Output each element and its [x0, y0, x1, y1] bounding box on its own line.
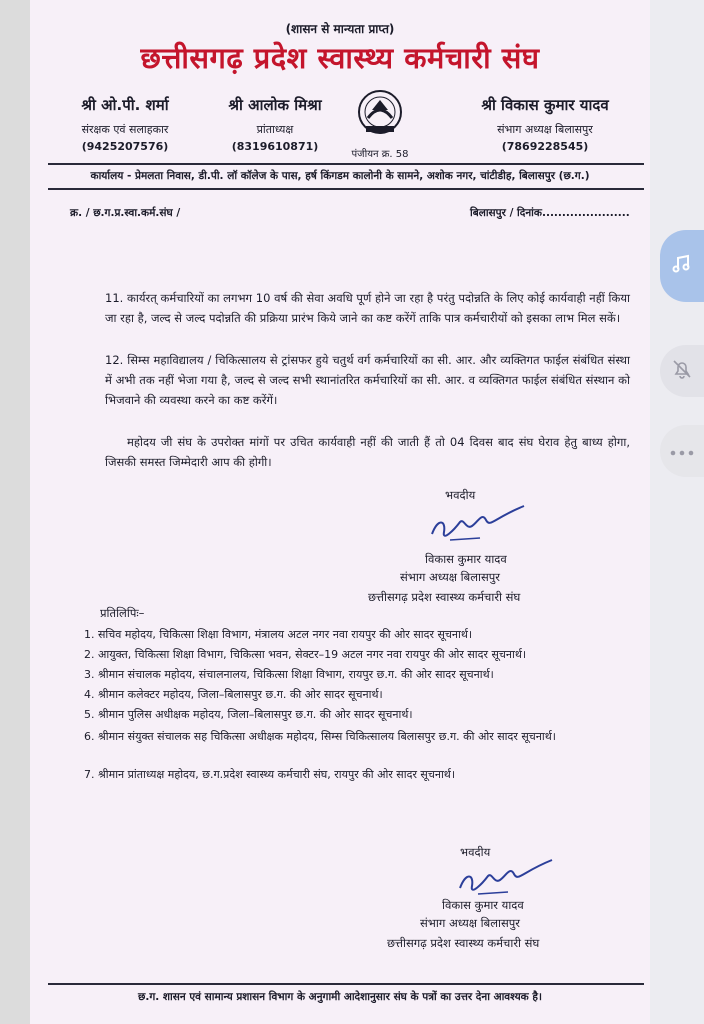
- header-divider-top: [48, 163, 644, 165]
- copy-recipient: 2. आयुक्त, चिकित्सा शिक्षा विभाग, चिकित्सा भवन, सेक्टर–19 अटल नगर नवा रायपुर की ओर सादर सूचनार्थ।: [84, 648, 527, 661]
- place-and-date: बिलासपुर / दिनांक......................: [470, 207, 630, 219]
- copy-recipient: 7. श्रीमान प्रांताध्यक्ष महोदय, छ.ग.प्रदेश स्वास्थ्य कर्मचारी संघ, रायपुर की ओर सादर सूचनार्थ।: [84, 768, 456, 781]
- signature-mark: [420, 500, 530, 548]
- signatory-name: विकास कुमार यादव: [425, 552, 507, 566]
- registration-number: पंजीयन क्र. 58: [351, 149, 409, 160]
- header-divider-bottom: [48, 188, 644, 190]
- copy-recipient: 6. श्रीमान संयुक्त संचालक सह चिकित्सा अधीक्षक महोदय, सिम्स चिकित्सालय बिलासपुर छ.ग. की ओर सादर सूचनार्थ।: [84, 730, 556, 743]
- signatory-organization: छत्तीसगढ़ प्रदेश स्वास्थ्य कर्मचारी संघ: [387, 936, 540, 950]
- copy-recipient: 1. सचिव महोदय, चिकित्सा शिक्षा विभाग, मंत्रालय अटल नगर नवा रायपुर की ओर सादर सूचनार्थ।: [84, 628, 473, 641]
- left-person-phone: (9425207576): [81, 140, 169, 153]
- signatory-name: विकास कुमार यादव: [442, 898, 524, 912]
- middle-person-name: श्री आलोक मिश्रा: [228, 96, 322, 114]
- copies-heading: प्रतिलिपिः–: [100, 606, 145, 620]
- salutation: भवदीय: [460, 845, 491, 859]
- left-person-name: श्री ओ.पी. शर्मा: [81, 96, 169, 114]
- reference-number: क्र. / छ.ग.प्र.स्वा.कर्म.संघ /: [70, 207, 181, 219]
- signature-mark: [450, 852, 560, 900]
- footer-note: छ.ग. शासन एवं सामान्य प्रशासन विभाग के अनुगामी आदेशानुसार संघ के पत्रों का उत्तर देना आवश्यक है।: [138, 991, 542, 1003]
- demand-point-11: 11. कार्यरत् कर्मचारियों का लगभग 10 वर्ष की सेवा अवधि पूर्ण होने जा रहा है परंतु पदोन्नति के लिए कोई कार्यवाही नहीं किया जा रहा है, जल्द से जल्द पदोन्नति की प्रक्रिया प्रारंभ किये जाने का कष्ट करेंगें ताकि पात्र कर्मचारीयों को इसका लाभ मिल सकें।: [105, 291, 630, 325]
- footer-divider: [48, 983, 644, 985]
- music-button[interactable]: [660, 230, 704, 302]
- closing-paragraph: महोदय जी संघ के उपरोक्त मांगों पर उचित कार्यवाही नहीं की जाती हैं तो 04 दिवस बाद संघ घेराव हेतु बाध्य होगा, जिसकी समस्त जिम्मेदारी आप की होगी।: [105, 435, 630, 469]
- letter-page: [30, 0, 650, 1024]
- more-options-button[interactable]: [660, 425, 704, 477]
- copy-recipient: 3. श्रीमान संचालक महोदय, संचालनालय, चिकित्सा शिक्षा विभाग, रायपुर छ.ग. की ओर सादर सूचनार्थ।: [84, 668, 494, 681]
- salutation: भवदीय: [445, 488, 476, 502]
- right-person-name: श्री विकास कुमार यादव: [481, 96, 609, 114]
- middle-person-role: प्रांताध्यक्ष: [256, 123, 294, 136]
- bell-off-icon: [670, 357, 694, 385]
- signatory-organization: छत्तीसगढ़ प्रदेश स्वास्थ्य कर्मचारी संघ: [368, 590, 521, 604]
- recognition-note: (शासन से मान्यता प्राप्त): [285, 22, 395, 36]
- demand-point-12: 12. सिम्स महाविद्यालय / चिकित्सालय से ट्रांसफर हुये चतुर्थ वर्ग कर्मचारियों का सी. आर. और व्यक्तिगत फाईल संबंधित संस्था में अभी तक नहीं भेजा गया है, जल्द से जल्द सभी स्थानांतरित कर्मचारियों का सी. आर. व व्यक्तिगत फाईल संबंधित संस्थान को भिजवाने की व्यवस्था करने का कष्ट करेंगें।: [105, 353, 630, 407]
- left-person-role: संरक्षक एवं सलाहकार: [81, 123, 169, 136]
- more-dots-icon: [669, 442, 695, 461]
- signatory-role: संभाग अध्यक्ष बिलासपुर: [400, 570, 500, 584]
- viewer-side-panel: [650, 0, 704, 1024]
- middle-person-phone: (8319610871): [231, 140, 319, 153]
- emblem-icon: [352, 88, 408, 138]
- right-person-role: संभाग अध्यक्ष बिलासपुर: [497, 123, 593, 136]
- copy-recipient: 5. श्रीमान पुलिस अधीक्षक महोदय, जिला–बिलासपुर छ.ग. की ओर सादर सूचनार्थ।: [84, 708, 413, 721]
- right-person-phone: (7869228545): [501, 140, 589, 153]
- copy-recipient: 4. श्रीमान कलेक्टर महोदय, जिला–बिलासपुर छ.ग. की ओर सादर सूचनार्थ।: [84, 688, 383, 701]
- signatory-role: संभाग अध्यक्ष बिलासपुर: [420, 916, 520, 930]
- music-note-icon: [671, 253, 693, 279]
- office-address: कार्यालय - प्रेमलता निवास, डी.पी. लॉ कॉलेज के पास, हर्ष किंगडम कालोनी के सामने, अशोक नगर, चांटीडीह, बिलासपुर (छ.ग.): [90, 170, 590, 182]
- organization-title: छत्तीसगढ़ प्रदेश स्वास्थ्य कर्मचारी संघ: [140, 41, 540, 75]
- mute-button[interactable]: [660, 345, 704, 397]
